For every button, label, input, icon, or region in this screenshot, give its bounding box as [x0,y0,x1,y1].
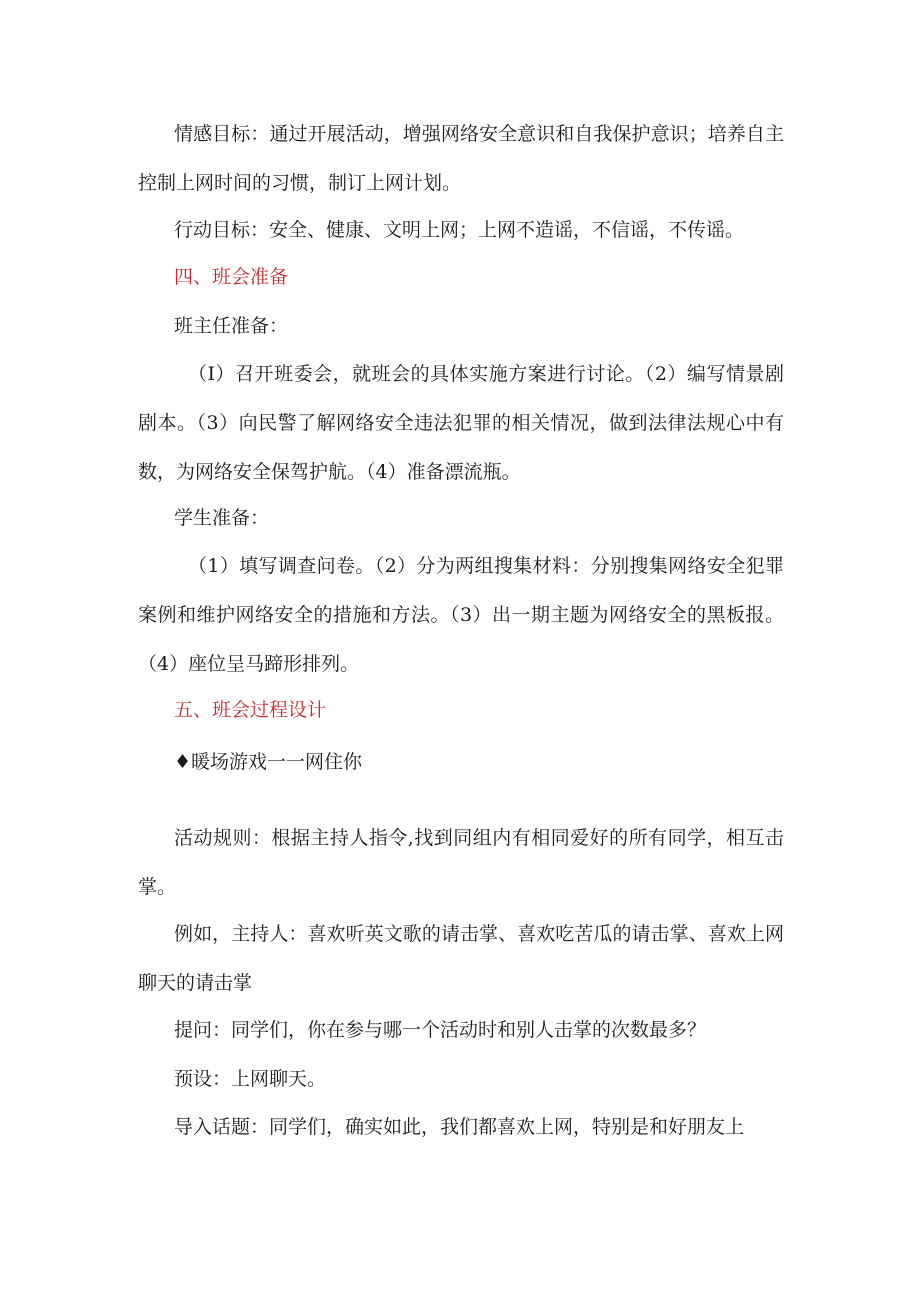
paragraph-teacher-prep-items: （I）召开班委会，就班会的具体实施方案进行讨论。（2）编写情景剧剧本。（3）向民警了解网络安全违法犯罪的相关情况，做到法律法规心中有数，为网络安全保驾护航。（4）准备漂流瓶。 [138,363,784,483]
section-heading-preparation: 四、班会准备 [174,266,289,288]
paragraph-student-prep-label: 学生准备： [174,507,270,529]
paragraph-preset: 预设：上网聊天。 [174,1068,327,1090]
paragraph-warmup-game: ♦暖场游戏一一网住你 [174,751,363,773]
section-heading-process: 五、班会过程设计 [174,699,327,721]
paragraph-teacher-prep-label: 班主任准备： [174,315,289,337]
paragraph-activity-rules: 活动规则：根据主持人指令,找到同组内有相同爱好的所有同学，相互击掌。 [138,827,784,898]
paragraph-emotional-goal: 情感目标：通过开展活动，增强网络安全意识和自我保护意识；培养自主控制上网时间的习惯，制订上网计划。 [138,123,784,194]
paragraph-example: 例如，主持人：喜欢听英文歌的请击掌、喜欢吃苦瓜的请击掌、喜欢上网聊天的请击掌 [138,923,784,994]
paragraph-student-prep-items: （1）填写调查问卷。（2）分为两组搜集材料：分别搜集网络安全犯罪案例和维护网络安全的措施和方法。（3）出一期主题为网络安全的黑板报。（4）座位呈马蹄形排列。 [138,555,784,675]
paragraph-question: 提问：同学们，你在参与哪一个活动时和别人击掌的次数最多？ [174,1019,707,1041]
paragraph-intro-topic: 导入话题：同学们，确实如此，我们都喜欢上网，特别是和好朋友上 [174,1116,745,1138]
paragraph-action-goal: 行动目标：安全、健康、文明上网；上网不造谣，不信谣，不传谣。 [174,219,745,241]
